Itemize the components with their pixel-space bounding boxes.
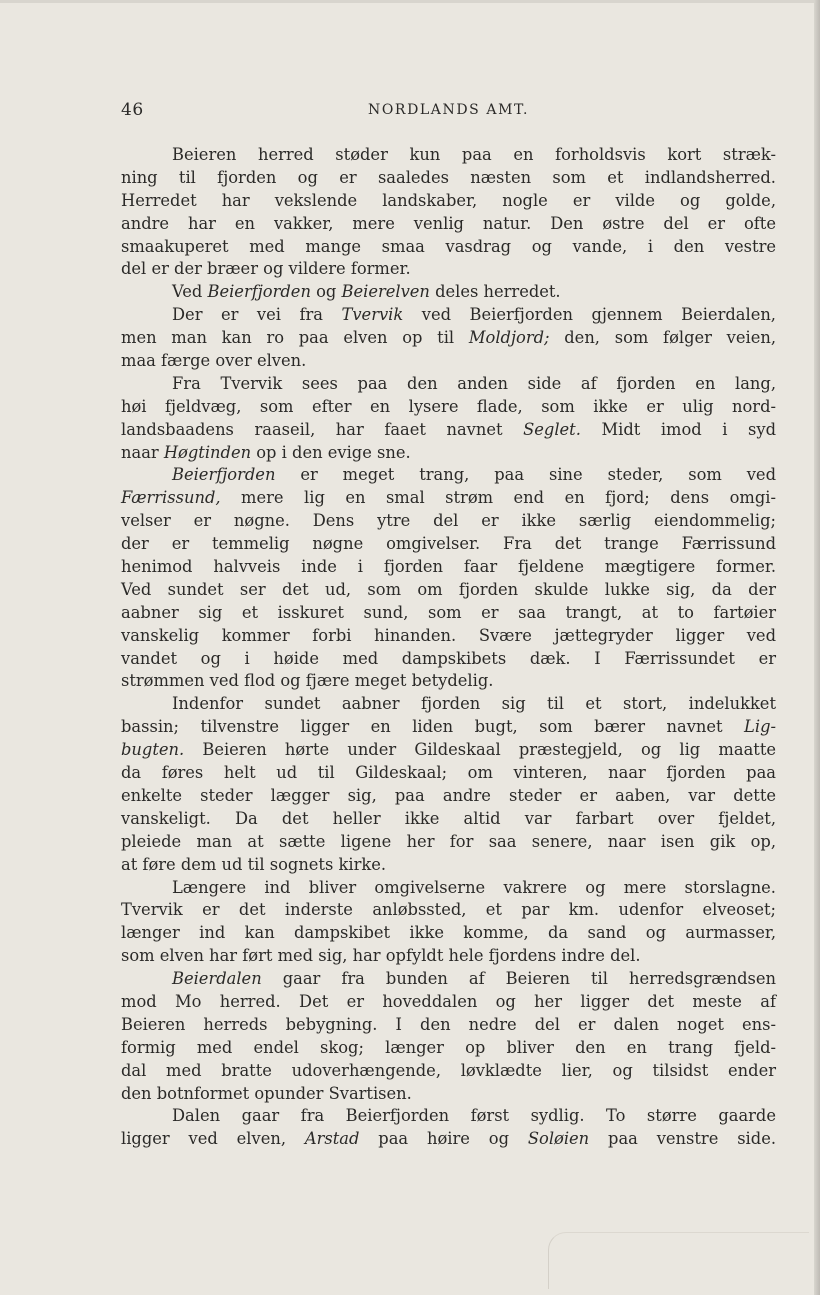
text-line (121, 236, 776, 259)
text-line (121, 167, 776, 190)
body-text (121, 144, 776, 1151)
text-line (121, 945, 776, 968)
text-line (121, 1014, 776, 1037)
text-line (121, 922, 776, 945)
text-segment: del er der bræer og vildere former. (121, 259, 411, 279)
text-line (121, 762, 776, 785)
text-segment: høi fjeldvæg, som efter en lysere flade, som ikke er ulig nord- (121, 396, 776, 416)
text-line (121, 1105, 776, 1128)
text-segment: Ved (172, 282, 208, 302)
text-line (121, 625, 776, 648)
italic-name: Lig- (744, 717, 776, 737)
text-line (121, 213, 776, 236)
text-segment: er meget trang, paa sine steder, som ved (275, 465, 776, 485)
text-segment: naar (121, 442, 164, 462)
italic-name: Arstad (304, 1129, 360, 1149)
running-head: NORDLANDS AMT. (368, 102, 529, 118)
text-line (121, 510, 776, 533)
text-segment: og (310, 282, 342, 302)
text-line (121, 877, 776, 900)
text-line (121, 327, 776, 350)
italic-name: Seglet. (523, 419, 581, 439)
text-segment: Der er vei fra (172, 305, 342, 325)
text-line (121, 258, 776, 281)
text-segment: Ved sundet ser det ud, som om fjorden skulde lukke sig, da der (121, 579, 776, 599)
text-segment: længer ind kan dampskibet ikke komme, da sand og aurmasser, (121, 923, 776, 943)
text-segment: velser er nøgne. Dens ytre del er ikke særlig eiendommelig; (121, 511, 776, 531)
text-line (121, 281, 776, 304)
text-segment: den botnformet opunder Svartisen. (121, 1083, 412, 1103)
text-segment: Indenfor sundet aabner fjorden sig til et stort, indelukket (172, 694, 776, 714)
text-line (121, 968, 776, 991)
text-segment: gaar fra bunden af Beieren til herredsgrændsen (261, 969, 776, 989)
text-segment: vanskeligt. Da det heller ikke altid var farbart over fjeldet, (121, 808, 776, 828)
text-segment: Dalen gaar fra Beierfjorden først sydlig. To større gaarde (172, 1106, 776, 1126)
text-line (121, 670, 776, 693)
text-segment: ligger ved elven, (121, 1129, 305, 1149)
text-segment: Længere ind bliver omgivelserne vakrere og mere storslagne. (172, 877, 776, 897)
text-line (121, 1037, 776, 1060)
text-line (121, 1060, 776, 1083)
text-line (121, 419, 776, 442)
text-line (121, 739, 776, 762)
page-number: 46 (121, 100, 144, 120)
italic-name: Høgtinden (163, 442, 252, 462)
text-segment: landsbaadens raaseil, har faaet navnet (121, 419, 524, 439)
text-segment: op i den evige sne. (251, 442, 411, 462)
italic-name: bugten. (121, 740, 185, 760)
text-segment: vanskelig kommer forbi hinanden. Svære jættegryder ligger ved (121, 625, 776, 645)
text-line (121, 602, 776, 625)
text-segment: mod Mo herred. Det er hoveddalen og her ligger det meste af (121, 991, 776, 1011)
text-line (121, 693, 776, 716)
text-segment: Beieren herred støder kun paa en forholdsvis kort stræk- (172, 145, 776, 164)
italic-name: Beierfjorden (172, 465, 276, 485)
text-segment: maa færge over elven. (121, 351, 307, 371)
page-top-edge (0, 0, 820, 3)
text-line (121, 716, 776, 739)
text-line (121, 556, 776, 579)
text-segment: Midt imod i syd (580, 419, 776, 439)
text-segment: men man kan ro paa elven op til (121, 328, 469, 348)
text-segment: paa venstre side. (589, 1129, 777, 1149)
text-segment: enkelte steder lægger sig, paa andre steder er aaben, var dette (121, 785, 776, 805)
page-right-edge (814, 0, 820, 1295)
text-segment: ved Beierfjorden gjennem Beierdalen, (403, 305, 776, 325)
text-segment: Fra Tvervik sees paa den anden side af fjorden en lang, (172, 373, 776, 393)
text-line (121, 144, 776, 167)
text-segment: den, som følger veien, (549, 328, 776, 348)
text-segment: Beieren hørte under Gildeskaal præstegjeld, og lig maatte (184, 740, 776, 760)
text-segment: at føre dem ud til sognets kirke. (121, 854, 387, 874)
text-line (121, 831, 776, 854)
text-line (121, 648, 776, 671)
text-line (121, 487, 776, 510)
text-segment: strømmen ved flod og fjære meget betydelig. (121, 671, 494, 691)
text-line (121, 785, 776, 808)
text-line (121, 442, 776, 465)
text-segment: formig med endel skog; længer op bliver den en trang fjeld- (121, 1037, 776, 1057)
text-line (121, 579, 776, 602)
text-segment: da føres helt ud til Gildeskaal; om vinteren, naar fjorden paa (121, 763, 776, 783)
text-segment: smaakuperet med mange smaa vasdrag og vande, i den vestre (121, 236, 776, 256)
text-line (121, 464, 776, 487)
italic-name: Færrissund, (121, 488, 221, 508)
italic-name: Soløien (527, 1129, 590, 1149)
paper-crease (548, 1232, 809, 1289)
italic-name: Beierelven (341, 282, 430, 302)
text-segment: aabner sig et isskuret sund, som er saa trangt, at to fartøier (121, 602, 776, 622)
text-line (121, 533, 776, 556)
text-segment: vandet og i høide med dampskibets dæk. I Færrissundet er (121, 648, 776, 668)
text-segment: der er temmelig nøgne omgivelser. Fra det trange Færrissund (121, 534, 776, 554)
text-segment: pleiede man at sætte ligene her for saa senere, naar isen gik op, (121, 831, 776, 851)
text-segment: som elven har ført med sig, har opfyldt hele fjordens indre del. (121, 946, 641, 966)
text-segment: Beieren herreds bebygning. I den nedre del er dalen noget ens- (121, 1014, 776, 1034)
italic-name: Tvervik (341, 305, 404, 325)
text-segment: deles herredet. (429, 282, 561, 302)
text-line (121, 1128, 776, 1151)
text-line (121, 854, 776, 877)
text-line (121, 1083, 776, 1106)
text-segment: Tvervik er det inderste anløbssted, et par km. udenfor elveoset; (121, 900, 776, 920)
italic-name: Moldjord; (468, 328, 550, 348)
text-line (121, 190, 776, 213)
text-segment: mere lig en smal strøm end en fjord; dens omgi- (220, 488, 776, 508)
italic-name: Beierdalen (172, 969, 262, 989)
text-segment: dal med bratte udoverhængende, løvklædte lier, og tilsidst ender (121, 1060, 776, 1080)
italic-name: Beierfjorden (207, 282, 311, 302)
text-line (121, 350, 776, 373)
text-segment: henimod halvveis inde i fjorden faar fjeldene mægtigere former. (121, 557, 776, 577)
text-segment: paa høire og (359, 1129, 528, 1149)
text-line (121, 991, 776, 1014)
text-segment: bassin; tilvenstre ligger en liden bugt, som bærer navnet (121, 717, 745, 737)
text-segment: Herredet har vekslende landskaber, nogle er vilde og golde, (121, 190, 776, 210)
text-line (121, 396, 776, 419)
text-segment: andre har en vakker, mere venlig natur. Den østre del er ofte (121, 213, 776, 233)
text-line (121, 304, 776, 327)
text-line (121, 373, 776, 396)
text-line (121, 899, 776, 922)
text-line (121, 808, 776, 831)
text-segment: ning til fjorden og er saaledes næsten som et indlandsherred. (121, 167, 776, 187)
